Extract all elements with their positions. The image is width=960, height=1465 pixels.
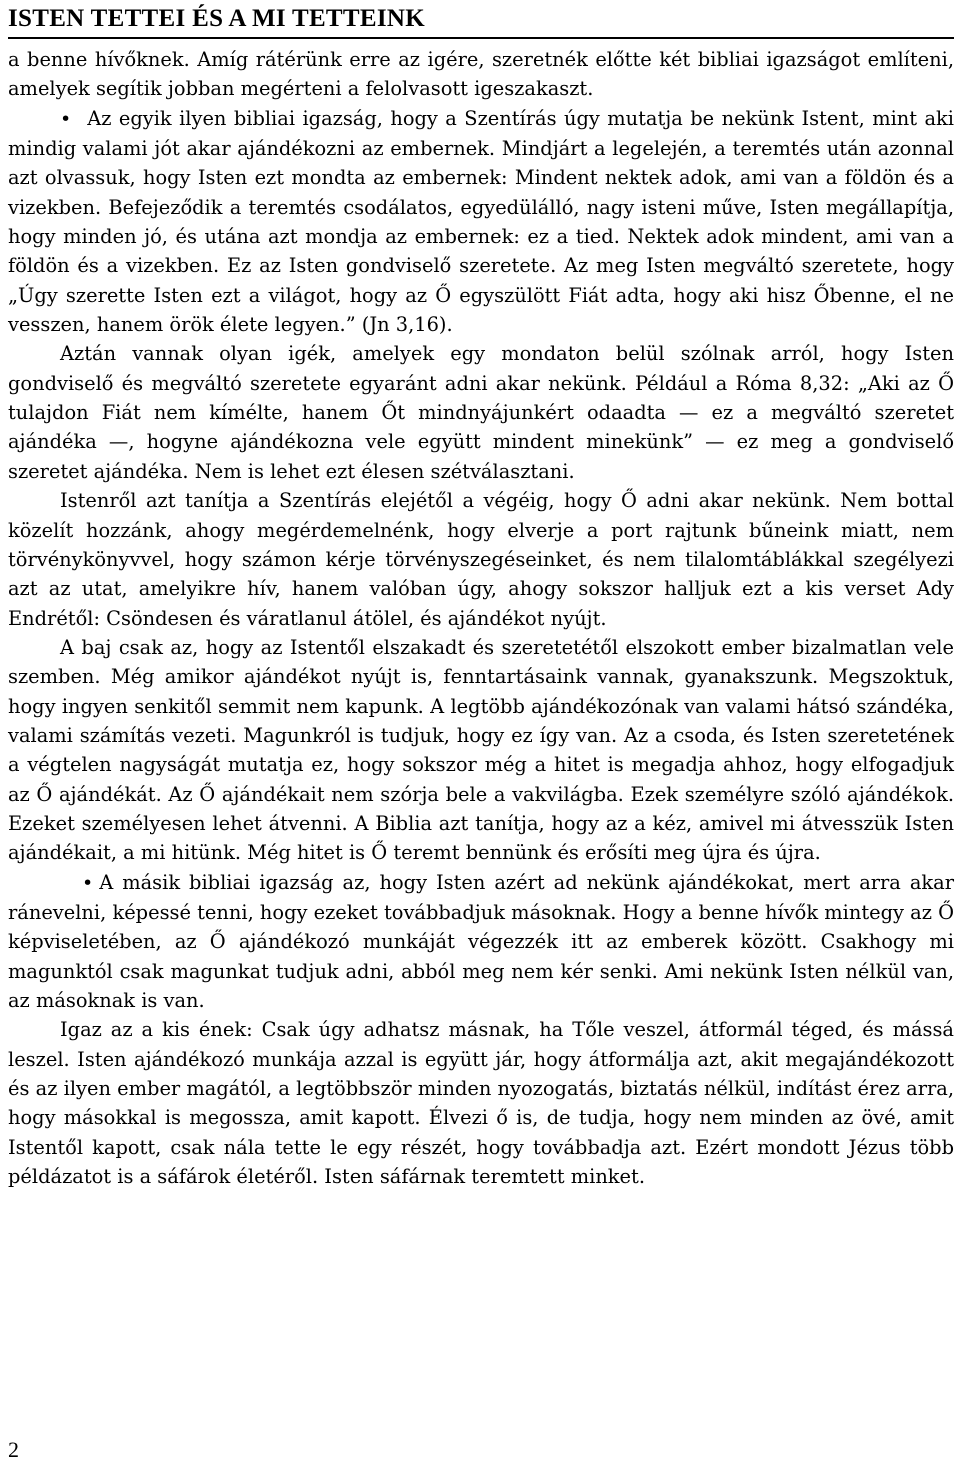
body-text bbox=[8, 45, 954, 1191]
paragraph-2: • Az egyik ilyen bibliai igazság, hogy a Szentírás úgy mutatja be nekünk Istent, mint aki mindig valami jót akar ajándékozni az embernek. Mindjárt a legelején, a teremtés után azonnal azt olvassuk, hogy Isten ezt mondta az embernek: Mindent nektek adok, ami van a földön és a vizekben. Befejeződik a teremtés csodálatos, egyedülálló, nagy isteni műve, Isten megállapítja, hogy minden jó, és utána azt mondja az embernek: ez a tied. Nektek adok mindent, ami van a földön és a vizekben. Ez az Isten gondviselő szeretete. Az meg Isten megváltó szeretete, hogy „Úgy szerette Isten ezt a világot, hogy az Ő egyszülött Fiát adta, hogy aki hisz Őbenne, el ne vesszen, hanem örök élete legyen.” (Jn 3,16). bbox=[8, 106, 954, 337]
paragraph-4: Istenről azt tanítja a Szentírás elejétől a végéig, hogy Ő adni akar nekünk. Nem bottal közelít hozzánk, ahogy megérdemelnénk, hogy elverje a port rajtunk bűneink miatt, nem törvénykönyvvel, hogy számon kérje törvényszegéseinket, és nem tilalomtáblákkal szegélyezi azt az utat, amelyikre hív, hanem valóban úgy, ahogy sokszor halljuk ezt a kis verset Ady Endrétől: Csöndesen és váratlanul átölel, és ajándékot nyújt. bbox=[8, 489, 954, 630]
page-header bbox=[8, 4, 954, 39]
paragraph-7: Igaz az a kis ének: Csak úgy adhatsz másnak, ha Tőle veszel, átformál téged, és mássá leszel. Isten ajándékozó munkája azzal is együtt jár, hogy átformálja azt, akit megajándékozott és az ilyen ember magától, a legtöbbször minden nyozogatás, biztatás nélkül, indítást érez arra, hogy másokkal is megossza, amit kapott. Élvezi ő is, de tudja, hogy nem minden az övé, amit Istentől kapott, csak nála tette le egy részét, hogy továbbadja azt. Ezért mondott Jézus több példázatot is a sáfárok életéről. Isten sáfárnak teremtett minket. bbox=[8, 1018, 954, 1189]
bullet-icon: • bbox=[82, 871, 94, 894]
paragraph-6: • A másik bibliai igazság az, hogy Isten azért ad nekünk ajándékokat, mert arra akar ránevelni, képessé tenni, hogy ezeket továbbadjuk másoknak. Hogy a benne hívők mintegy az Ő képviseletében, az Ő ajándékozó munkáját végezzék itt az emberek között. Csakhogy mi magunktól csak magunkat tudjuk adni, abból meg nem kér senki. Ami nekünk Isten nélkül van, az másoknak is van. bbox=[8, 870, 954, 1012]
paragraph-1: a benne hívőknek. Amíg rátérünk erre az igére, szeretnék előtte két bibliai igazságot említeni, amelyek segítik jobban megérteni a felolvasott igeszakaszt. bbox=[8, 48, 954, 101]
bullet-icon: • bbox=[60, 107, 72, 130]
page-number: 2 bbox=[8, 1437, 19, 1462]
paragraph-5: A baj csak az, hogy az Istentől elszakadt és szeretetétől elszokott ember bizalmatlan vele szemben. Még amikor ajándékot nyújt is, fenntartásaink vannak, gyanakszunk. Megszoktuk, hogy ingyen senkitől semmit nem kapunk. A legtöbb ajándékozónak van valami hátsó szándéka, valami számítás vezeti. Magunkról is tudjuk, hogy ez így van. Az a csoda, és Isten szeretetének a végtelen nagyságát mutatja ez, hogy sokszor még a hitet is megadja ahhoz, hogy elfogadjuk az Ő ajándékát. Az Ő ajándékait nem szórja bele a vakvilágba. Ezek személyre szóló ajándékok. Ezeket személyesen lehet átvenni. A Biblia azt tanítja, hogy az a kéz, amivel mi átvesszük Isten ajándékait, a mi hitünk. Még hitet is Ő teremt bennünk és erősíti meg újra és újra. bbox=[8, 635, 954, 865]
paragraph-3: Aztán vannak olyan igék, amelyek egy mondaton belül szólnak arról, hogy Isten gondviselő és megváltó szeretete egyaránt adni akar nekünk. Például a Róma 8,32: „Aki az Ő tulajdon Fiát nem kímélte, hanem Őt mindnyájunkért odaadta — ez a megváltó szeretet ajándéka —, hogyne ajándékozna vele együtt mindent minekünk” — ez meg a gondviselő szeretet ajándéka. Nem is lehet ezt élesen szétválasztani. bbox=[8, 342, 954, 483]
running-title: ISTEN TETTEI ÉS A MI TETTEINK bbox=[8, 5, 425, 32]
